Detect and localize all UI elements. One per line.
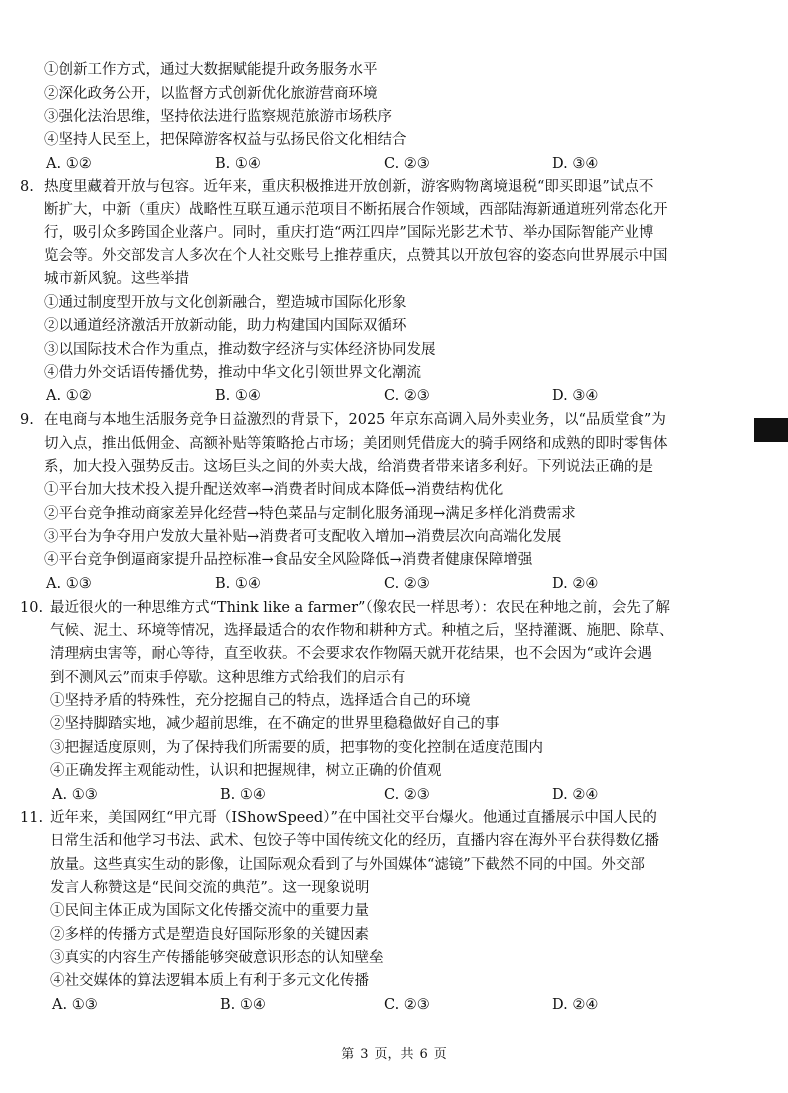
q8-stem-line-1: 热度里藏着开放与包容。近年来，重庆积极推进开放创新，游客购物离境退税“即买即退”试点不 bbox=[44, 179, 654, 195]
q8-option-d[interactable]: D. ③④ bbox=[552, 388, 599, 404]
q8-stem-line-5: 城市新风貌。这些举措 bbox=[44, 271, 189, 287]
q8-statement-1: ①通过制度型开放与文化创新融合，塑造城市国际化形象 bbox=[44, 295, 407, 311]
q9-option-b[interactable]: B. ①④ bbox=[215, 576, 261, 592]
q10-stem-line-1: 最近很火的一种思维方式“Think like a farmer”（像农民一样思考）：农民在种地之前，会先了解 bbox=[50, 600, 670, 616]
footer-page-current: 3 bbox=[360, 1047, 369, 1062]
q7-option-b[interactable]: B. ①④ bbox=[215, 156, 261, 172]
q11-option-d[interactable]: D. ②④ bbox=[552, 997, 599, 1013]
page-footer bbox=[0, 1043, 788, 1062]
q9-stem-line-2: 切入点，推出低佣金、高额补贴等策略抢占市场；美团则凭借庞大的骑手网络和成熟的即时零售体 bbox=[44, 436, 668, 452]
page-edge-tab-mark bbox=[754, 418, 788, 442]
q8-option-c[interactable]: C. ②③ bbox=[384, 388, 430, 404]
q11-stem-line-4: 发言人称赞这是“民间交流的典范”。这一现象说明 bbox=[50, 880, 370, 896]
footer-page-total: 6 bbox=[419, 1047, 428, 1062]
footer-page-suffix: 页 bbox=[433, 1047, 447, 1062]
q7-statement-4: ④坚持人民至上，把保障游客权益与弘扬民俗文化相结合 bbox=[44, 132, 407, 148]
q11-option-a[interactable]: A. ①③ bbox=[52, 997, 98, 1013]
q9-option-a[interactable]: A. ①③ bbox=[46, 576, 92, 592]
footer-page-prefix: 第 bbox=[341, 1047, 355, 1062]
q8-statement-2: ②以通道经济激活开放新动能，助力构建国内国际双循环 bbox=[44, 318, 407, 334]
q10-statement-3: ③把握适度原则，为了保持我们所需要的质，把事物的变化控制在适度范围内 bbox=[50, 740, 543, 756]
q9-statement-4: ④平台竞争倒逼商家提升品控标准→食品安全风险降低→消费者健康保障增强 bbox=[44, 552, 533, 568]
q10-option-a[interactable]: A. ①③ bbox=[52, 787, 98, 803]
q9-statement-2: ②平台竞争推动商家差异化经营→特色菜品与定制化服务涌现→满足多样化消费需求 bbox=[44, 506, 576, 522]
q10-number: 10. bbox=[20, 600, 44, 616]
q8-number: 8. bbox=[20, 179, 34, 195]
q9-statement-1: ①平台加大技术投入提升配送效率→消费者时间成本降低→消费结构优化 bbox=[44, 482, 504, 498]
q9-number: 9. bbox=[20, 412, 34, 428]
q11-option-b[interactable]: B. ①④ bbox=[220, 997, 266, 1013]
q11-number: 11. bbox=[20, 810, 44, 826]
q9-stem-line-1: 在电商与本地生活服务竞争日益激烈的背景下，2025 年京东高调入局外卖业务，以“品质堂食”为 bbox=[44, 412, 666, 428]
q11-option-c[interactable]: C. ②③ bbox=[384, 997, 430, 1013]
q11-statement-2: ②多样的传播方式是塑造良好国际形象的关键因素 bbox=[50, 927, 369, 943]
q10-statement-1: ①坚持矛盾的特殊性，充分挖掘自己的特点，选择适合自己的环境 bbox=[50, 693, 471, 709]
q8-statement-4: ④借力外交话语传播优势，推动中华文化引领世界文化潮流 bbox=[44, 365, 421, 381]
q11-stem-line-3: 放量。这些真实生动的影像，让国际观众看到了与外国媒体“滤镜”下截然不同的中国。外交部 bbox=[50, 857, 645, 873]
q11-statement-4: ④社交媒体的算法逻辑本质上有利于多元文化传播 bbox=[50, 973, 369, 989]
q8-option-b[interactable]: B. ①④ bbox=[215, 388, 261, 404]
q7-option-c[interactable]: C. ②③ bbox=[384, 156, 430, 172]
q11-statement-3: ③真实的内容生产传播能够突破意识形态的认知壁垒 bbox=[50, 950, 384, 966]
q7-option-d[interactable]: D. ③④ bbox=[552, 156, 599, 172]
q10-stem-line-4: 到不测风云”而束手停歇。这种思维方式给我们的启示有 bbox=[50, 670, 406, 686]
q10-statement-2: ②坚持脚踏实地，减少超前思维，在不确定的世界里稳稳做好自己的事 bbox=[50, 716, 500, 732]
q11-stem-line-1: 近年来，美国网红“甲亢哥（IShowSpeed）”在中国社交平台爆火。他通过直播展示中国人民的 bbox=[50, 810, 657, 826]
q10-statement-4: ④正确发挥主观能动性，认识和把握规律，树立正确的价值观 bbox=[50, 763, 442, 779]
q10-option-b[interactable]: B. ①④ bbox=[220, 787, 266, 803]
q10-stem-line-3: 清理病虫害等，耐心等待，直至收获。不会要求农作物隔天就开花结果，也不会因为“或许会遇 bbox=[50, 646, 652, 662]
q8-stem-line-2: 断扩大，中新（重庆）战略性互联互通示范项目不断拓展合作领域，西部陆海新通道班列常态化开 bbox=[44, 202, 668, 218]
q8-option-a[interactable]: A. ①② bbox=[46, 388, 92, 404]
q7-option-a[interactable]: A. ①② bbox=[46, 156, 92, 172]
q10-stem-line-2: 气候、泥土、环境等情况，选择最适合的农作物和耕种方式。种植之后，坚持灌溉、施肥、除草、 bbox=[50, 623, 674, 639]
q8-stem-line-3: 行，吸引众多跨国企业落户。同时，重庆打造“两江四岸”国际光影艺术节、举办国际智能产业博 bbox=[44, 225, 654, 241]
q8-statement-3: ③以国际技术合作为重点，推动数字经济与实体经济协同发展 bbox=[44, 342, 436, 358]
footer-page-mid: 页，共 bbox=[374, 1047, 414, 1062]
q10-option-c[interactable]: C. ②③ bbox=[384, 787, 430, 803]
q10-option-d[interactable]: D. ②④ bbox=[552, 787, 599, 803]
q11-statement-1: ①民间主体正成为国际文化传播交流中的重要力量 bbox=[50, 903, 369, 919]
q7-statement-1: ①创新工作方式，通过大数据赋能提升政务服务水平 bbox=[44, 62, 378, 78]
q9-stem-line-3: 系，加大投入强势反击。这场巨头之间的外卖大战，给消费者带来诸多利好。下列说法正确的是 bbox=[44, 459, 653, 475]
q9-statement-3: ③平台为争夺用户发放大量补贴→消费者可支配收入增加→消费层次向高端化发展 bbox=[44, 529, 562, 545]
q7-statement-2: ②深化政务公开，以监督方式创新优化旅游营商环境 bbox=[44, 86, 378, 102]
q8-stem-line-4: 览会等。外交部发言人多次在个人社交账号上推荐重庆，点赞其以开放包容的姿态向世界展示中国 bbox=[44, 248, 668, 264]
q9-option-d[interactable]: D. ②④ bbox=[552, 576, 599, 592]
q11-stem-line-2: 日常生活和他学习书法、武术、包饺子等中国传统文化的经历，直播内容在海外平台获得数亿播 bbox=[50, 833, 659, 849]
q7-statement-3: ③强化法治思维，坚持依法进行监察规范旅游市场秩序 bbox=[44, 109, 392, 125]
q9-option-c[interactable]: C. ②③ bbox=[384, 576, 430, 592]
